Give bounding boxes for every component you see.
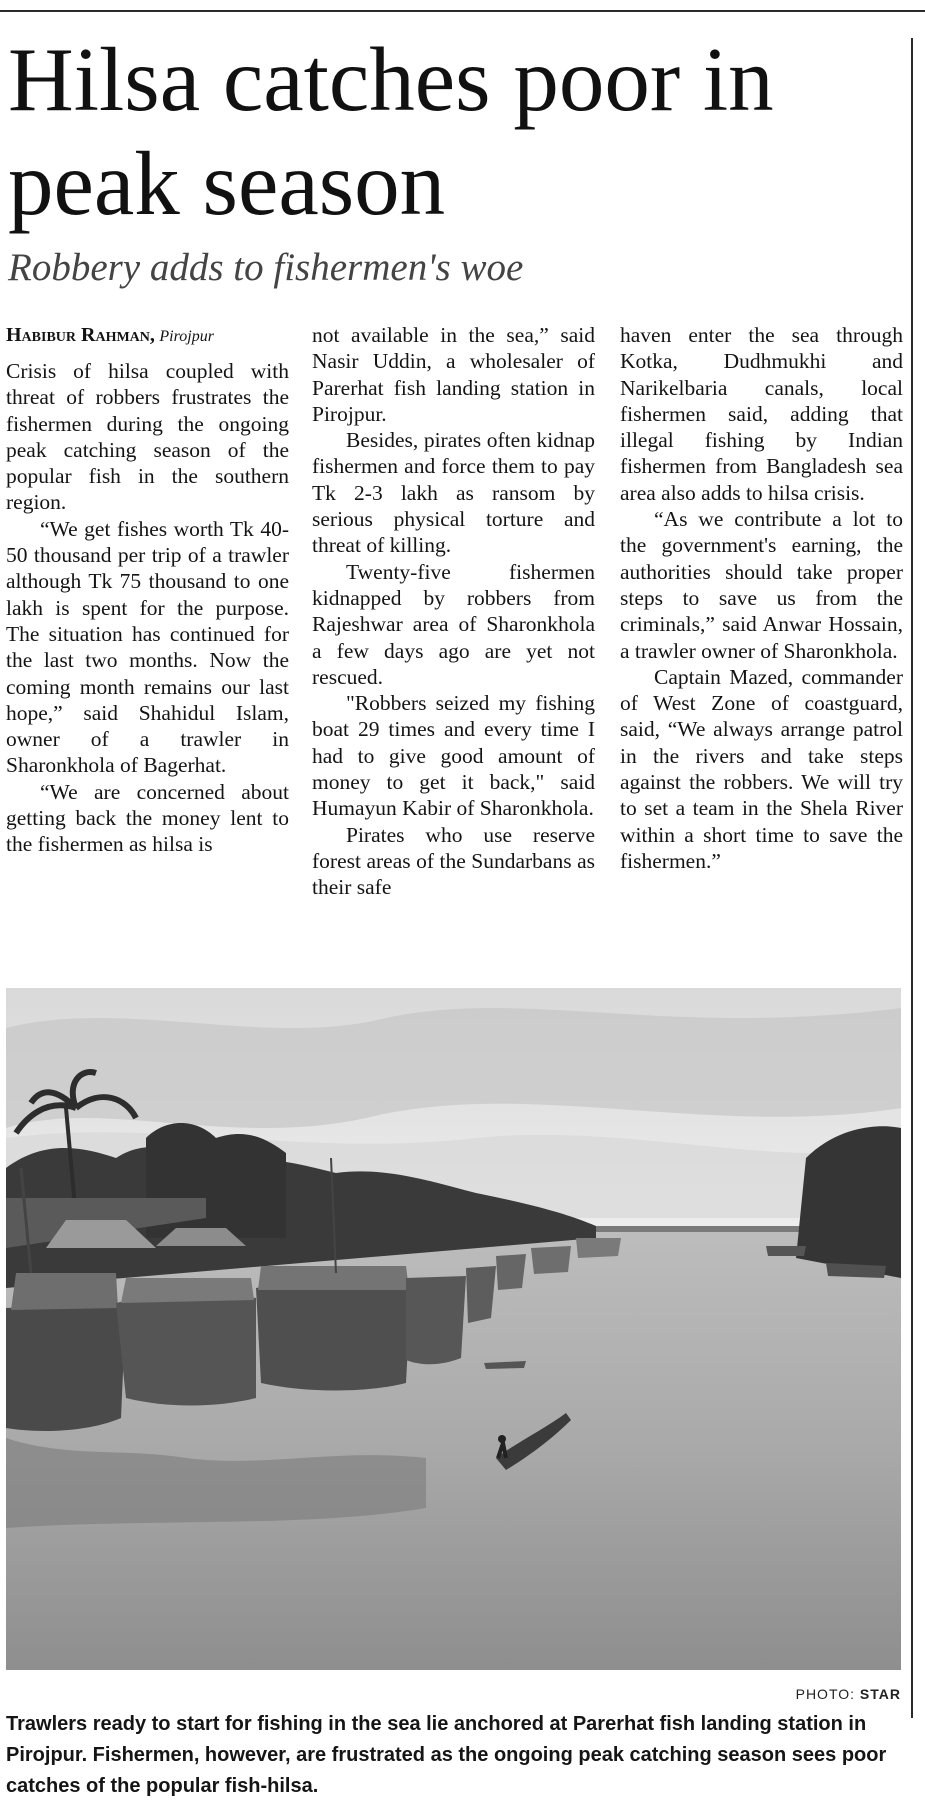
photo-credit-label: PHOTO:: [795, 1686, 856, 1702]
photo-credit: [796, 1686, 901, 1702]
byline-author: Habibur Rahman,: [6, 324, 155, 346]
news-photo: [6, 988, 901, 1670]
paragraph: not available in the sea,” said Nasir Uddin, a wholesaler of Parerhat fish landing station in Pirojpur.: [312, 323, 595, 426]
paragraph: “We get fishes worth Tk 40-50 thousand per trip of a trawler although Tk 75 thousand to one lakh is spent for the purpose. The situation has continued for the last two months. Now the coming month remains our last hope,” said Shahidul Islam, owner of a trawler in Sharonkhola of Bagerhat.: [6, 516, 289, 778]
column-rule: [911, 38, 913, 1718]
paragraph: Crisis of hilsa coupled with threat of robbers frustrates the fishermen during the ongoing peak catching season of the popular fish in the southern region.: [6, 359, 289, 515]
article-column-2: [312, 322, 595, 901]
paragraph: haven enter the sea through Kotka, Dudhmukhi and Narikelbaria canals, local fishermen said, adding that illegal fishing by Indian fishermen from Bangladesh sea area also adds to hilsa crisis.: [620, 323, 903, 505]
subheadline: Robbery adds to fishermen's woe: [8, 246, 524, 289]
paragraph: "Robbers seized my fishing boat 29 times and every time I had to give good amount of money to get it back," said Humayun Kabir of Sharonkhola.: [312, 691, 595, 821]
photo-caption: Trawlers ready to start for fishing in the sea lie anchored at Parerhat fish landing station in Pirojpur. Fishermen, however, are frustrated as the ongoing peak catching season sees poor catches of the popular fish-hilsa.: [6, 1713, 887, 1797]
article-column-1: [6, 322, 289, 858]
headline: Hilsa catches poor in peak season: [8, 29, 774, 234]
top-rule: [0, 10, 925, 12]
photo-credit-source: STAR: [859, 1686, 901, 1702]
paragraph: Besides, pirates often kidnap fishermen and force them to pay Tk 2-3 lakh as ransom by serious physical torture and threat of killing.: [312, 428, 595, 558]
paragraph: Captain Mazed, commander of West Zone of coastguard, said, “We always arrange patrol in the rivers and take steps against the robbers. We will try to set a team in the Shela River within a short time to save the fishermen.”: [620, 664, 903, 873]
paragraph: Pirates who use reserve forest areas of the Sundarbans as their safe: [312, 822, 595, 900]
paragraph: Twenty-five fishermen kidnapped by robbers from Rajeshwar area of Sharonkhola a few days ago are yet not rescued.: [312, 559, 595, 689]
paragraph: “We are concerned about getting back the money lent to the fishermen as hilsa is: [6, 779, 289, 857]
paragraph: “As we contribute a lot to the government's earning, the authorities should take proper steps to save us from the criminals,” said Anwar Hossain, a trawler owner of Sharonkhola.: [620, 507, 903, 663]
article-body: [6, 322, 906, 972]
byline-location: Pirojpur: [159, 328, 214, 345]
byline: [6, 322, 289, 350]
article-column-3: [620, 322, 903, 874]
